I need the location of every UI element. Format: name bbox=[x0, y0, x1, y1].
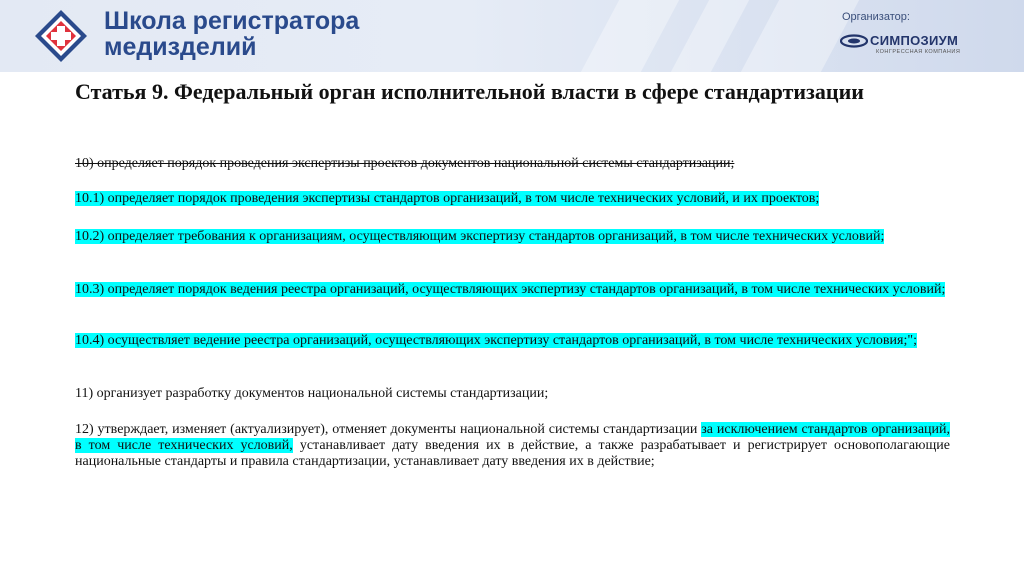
header-banner bbox=[0, 0, 1024, 72]
item-10-struck: 10) определяет порядок проведения экспертизы проектов документов национальной системы стандартизации; bbox=[75, 156, 735, 171]
item-10-1-text: 10.1) определяет порядок проведения экспертизы стандартов организаций, в том числе технических условий, и их проектов; bbox=[75, 191, 820, 206]
item-10-2-text: 10.2) определяет требования к организациям, осуществляющим экспертизу стандартов организаций, в том числе технических условий; bbox=[75, 229, 885, 244]
organizer-subtitle: КОНГРЕССНАЯ КОМПАНИЯ bbox=[876, 49, 961, 55]
article-title: Статья 9. Федеральный орган исполнительной власти в сфере стандартизации bbox=[75, 79, 864, 104]
item-10-4 bbox=[75, 333, 950, 349]
organizer-label: Организатор: bbox=[842, 11, 910, 23]
item-10-4-text: 10.4) осуществляет ведение реестра организаций, осуществляющих экспертизу стандартов организаций, в том числе технических условия;"; bbox=[75, 333, 917, 348]
symposium-logo-icon bbox=[840, 34, 868, 48]
banner-stripe bbox=[581, 0, 679, 72]
item-12-highlight: за исключением стандартов организаций, в том числе технических условий, bbox=[75, 422, 951, 453]
item-12 bbox=[75, 422, 950, 470]
organizer-name: СИМПОЗИУМ bbox=[870, 33, 959, 48]
organizer-logo bbox=[840, 33, 970, 61]
item-10-3 bbox=[75, 282, 950, 298]
item-10-3-text: 10.3) определяет порядок ведения реестра организаций, осуществляющих экспертизу стандартов организаций, в том числе технических условий; bbox=[75, 282, 946, 297]
banner-stripe bbox=[671, 0, 749, 72]
item-10-1 bbox=[75, 191, 950, 207]
school-title-line2: медизделий bbox=[104, 33, 257, 61]
item-11: 11) организует разработку документов национальной системы стандартизации; bbox=[75, 386, 549, 401]
item-10-2 bbox=[75, 229, 950, 245]
item-12-start: 12) утверждает, изменяет (актуализирует), отменяет документы национальной системы стандартизации bbox=[75, 422, 702, 437]
school-logo-icon bbox=[33, 8, 89, 64]
item-12-end: устанавливает дату введения их в действие, а также разрабатывает и регистрирует основополагающие национальные стандарты и правила стандартизации, устанавливает дату введения их в действие; bbox=[75, 438, 950, 469]
school-title bbox=[104, 8, 359, 60]
school-title-line1: Школа регистратора bbox=[104, 7, 360, 35]
